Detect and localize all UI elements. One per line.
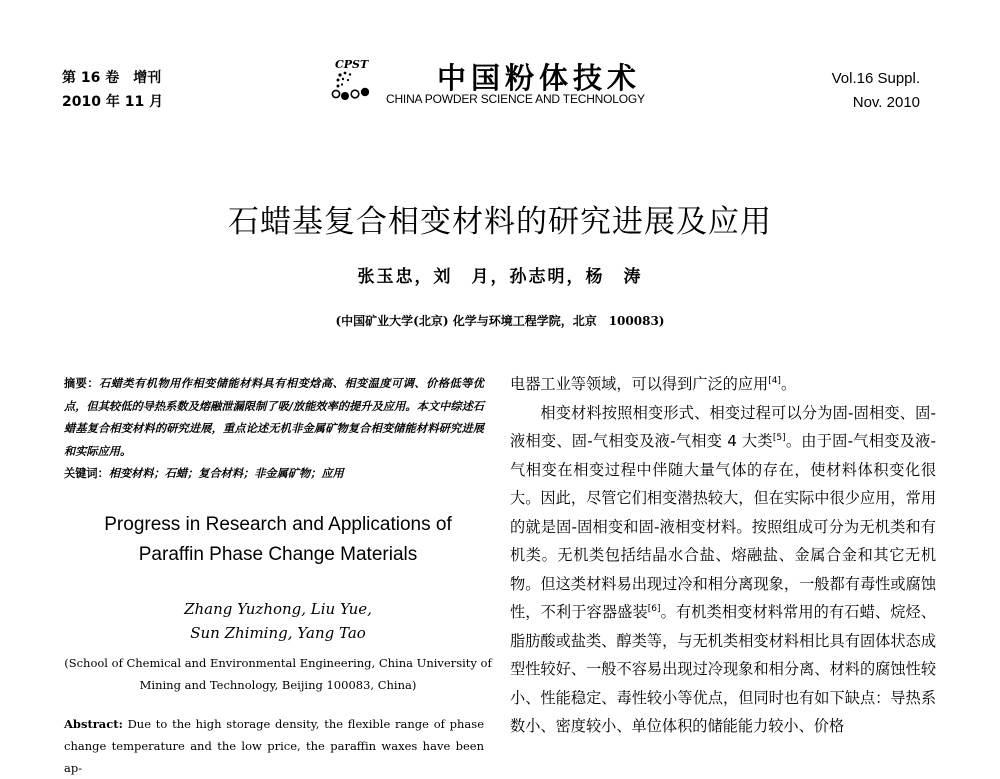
journal-name-cn: 中国粉体技术 <box>437 61 642 95</box>
issue-info-cn <box>62 66 163 114</box>
affiliation-en-line-2: Mining and Technology, Beijing 100083, China) <box>139 678 417 692</box>
abstract-en <box>64 713 484 779</box>
title-en-line-1: Progress in Research and Applications of <box>104 514 452 535</box>
affiliation-cn: (中国矿业大学(北京) 化学与环境工程学院，北京 100083) <box>335 314 665 328</box>
abstract-cn-paragraph <box>64 372 484 462</box>
date-cn: 2010 年 11 月 <box>62 94 164 110</box>
volume-en: Vol.16 Suppl. <box>831 70 920 87</box>
volume-cn: 第 16 卷 增刊 <box>62 70 162 86</box>
authors-cn: 张玉忠，刘 月，孙志明，杨 涛 <box>357 267 643 287</box>
abstract-cn <box>64 372 484 485</box>
citation-5[interactable]: [5] <box>772 432 786 443</box>
keywords-cn <box>64 462 484 485</box>
citation-4[interactable]: [4] <box>768 375 781 386</box>
body-p1-text: 电器工业等领域，可以得到广泛的应用 <box>510 375 769 393</box>
paper-title-cn: 石蜡基复合相变材料的研究进展及应用 <box>228 204 772 240</box>
body-p2-part-a: 相变材料按照相变形式、相变过程可以分为固-固相变、固-液相变、固-气相变及液-气相变 4 大类 <box>510 403 936 450</box>
journal-name-en: CHINA POWDER SCIENCE AND TECHNOLOGY <box>386 92 645 106</box>
body-p1-end: 。 <box>780 375 797 393</box>
affiliation-en-line-1: (School of Chemical and Environmental Engineering, China University of <box>64 656 492 670</box>
body-p2-part-c: 。有机类相变材料常用的有石蜡、烷烃、脂肪酸或盐类、醇类等，与无机类相变材料相比具有固体状态成型性较好、一般不容易出现过冷现象和相分离、材料的腐蚀性较小、性能稳定、毒性较小等优点，但同时也有如下缺点：导热系数小、密度较小、单位体积的储能能力较小、价格 <box>510 603 937 735</box>
keywords-text: 相变材料；石蜡；复合材料；非金属矿物；应用 <box>108 466 344 480</box>
authors-en-line-2: Sun Zhiming, Yang Tao <box>190 624 366 642</box>
citation-6[interactable]: [6] <box>647 603 661 614</box>
body-text-column <box>510 370 936 741</box>
issue-info-en <box>832 67 920 115</box>
journal-logo-icon <box>330 56 376 104</box>
keywords-label: 关键词： <box>64 466 109 480</box>
body-paragraph-2 <box>510 399 936 741</box>
date-en: Nov. 2010 <box>852 94 920 111</box>
body-paragraph-1 <box>510 370 936 399</box>
paper-title-en <box>64 510 492 570</box>
title-en-line-2: Paraffin Phase Change Materials <box>138 544 418 565</box>
abstract-en-text: Due to the high storage density, the flexible range of phase change temperature and the low price, the paraffin waxes have been ap- <box>64 717 484 775</box>
abstract-cn-text: 石蜡类有机物用作相变储能材料具有相变焓高、相变温度可调、价格低等优点，但其较低的导热系数及熔融泄漏限制了吸/放能效率的提升及应用。本文中综述石蜡基复合相变材料的研究进展，重点论述无机非金属矿物复合相变储能材料研究进展和实际应用。 <box>64 376 484 458</box>
abstract-cn-label: 摘要： <box>64 376 100 390</box>
logo-text: CPST <box>335 58 369 71</box>
body-p2-part-b: 。由于固-气相变及液-气相变在相变过程中伴随大量气体的存在，使材料体积变化很大。因此，尽管它们相变潜热较大，但在实际中很少应用，常用的就是固-固相变和固-液相变材料。按照组成可分为无机类和有机类。无机类包括结晶水合盐、熔融盐、金属合金和其它无机物。但这类材料易出现过冷和相分离现象，一般都有毒性或腐蚀性，不利于容器盛装 <box>510 432 936 621</box>
authors-en-line-1: Zhang Yuzhong, Liu Yue, <box>184 600 372 618</box>
affiliation-en <box>64 652 492 696</box>
abstract-en-label: Abstract: <box>64 717 123 731</box>
authors-en <box>64 597 492 645</box>
